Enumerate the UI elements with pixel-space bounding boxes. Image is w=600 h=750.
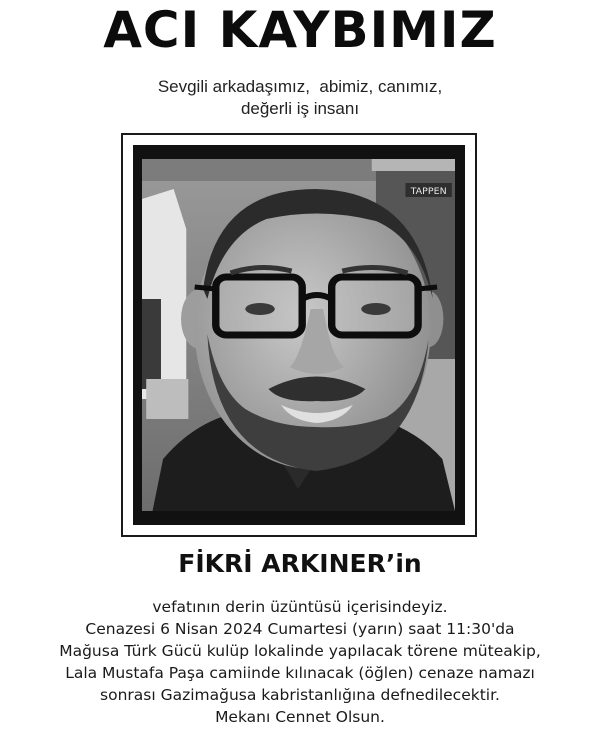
background-sign-text: TAPPEN: [410, 186, 447, 197]
deceased-name: FİKRİ ARKINER’in: [178, 549, 422, 578]
obituary-heading: ACI KAYBIMIZ: [103, 1, 497, 59]
portrait-mat: [133, 145, 465, 525]
portrait-photo: [142, 159, 455, 511]
portrait-frame: [121, 133, 477, 537]
obituary-message: [0, 596, 600, 728]
message-line: Cenazesi 6 Nisan 2024 Cumartesi (yarın) saat 11:30'da: [85, 620, 515, 638]
portrait-illustration: [142, 159, 455, 511]
message-line: Mağusa Türk Gücü kulüp lokalinde yapılacak törene müteakip,: [59, 642, 541, 660]
message-line: Lala Mustafa Paşa camiinde kılınacak (öğlen) cenaze namazı: [65, 664, 535, 682]
intro-text: [0, 76, 600, 120]
message-line: sonrası Gazimağusa kabristanlığına defnedilecektir.: [100, 686, 500, 704]
intro-line: Sevgili arkadaşımız, abimiz, canımız,: [157, 77, 443, 96]
intro-line: değerli iş insanı: [240, 99, 360, 118]
message-line: vefatının derin üzüntüsü içerisindeyiz.: [152, 598, 448, 616]
message-line: Mekanı Cennet Olsun.: [215, 708, 385, 726]
